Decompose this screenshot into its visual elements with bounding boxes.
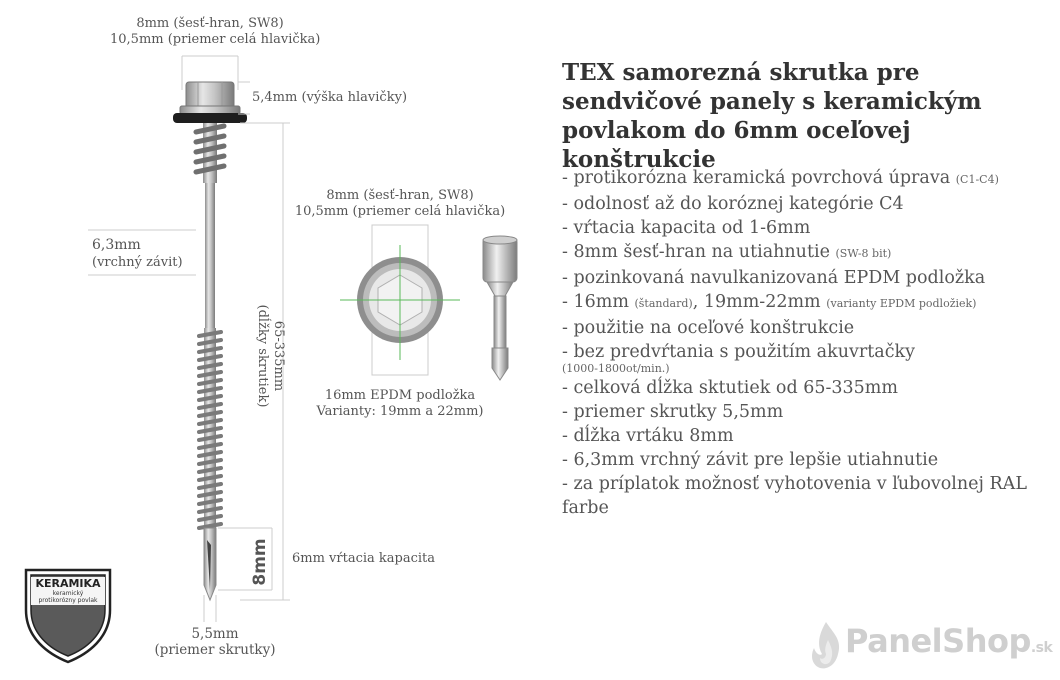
length-line1: 65-335mm <box>271 320 286 392</box>
feature-text: - 6,3mm vrchný závit pre lepšie utiahnutie <box>562 450 939 470</box>
upper-thread-line1: 6,3mm <box>92 237 141 253</box>
feature-item <box>562 192 1042 216</box>
feature-item <box>562 400 1042 424</box>
lower-thread <box>199 328 221 528</box>
washer-top-view <box>330 220 470 380</box>
feature-text-2: , 19mm-22mm <box>692 292 827 312</box>
washer-line2: Varianty: 19mm a 22mm) <box>316 404 484 419</box>
upper-thread <box>196 123 224 183</box>
washer-line1: 16mm EPDM podložka <box>324 388 476 403</box>
feature-text: - priemer skrutky 5,5mm <box>562 402 784 422</box>
upper-thread-line2: (vrchný závit) <box>92 255 183 270</box>
diameter-label <box>130 626 300 658</box>
feature-item <box>562 424 1042 448</box>
product-title: TEX samorezná skrutka pre sendvičové panely s keramickým povlakom do 6mm oceľovej konštrukcie <box>562 59 982 173</box>
feature-text: - vŕtacia kapacita od 1-6mm <box>562 218 811 238</box>
feature-text: - za príplatok možnosť vyhotovenia v ľubovolnej RAL farbe <box>562 474 1027 518</box>
length-line2: (dĺžky skrutiek) <box>255 304 270 408</box>
feature-text: - dĺžka vrtáku 8mm <box>562 426 734 446</box>
feature-text: - 8mm šesť-hran na utiahnutie <box>562 242 836 262</box>
flame-logo-icon <box>806 620 846 672</box>
feature-text: - celková dĺžka sktutiek od 65-335mm <box>562 378 898 398</box>
feature-item <box>562 448 1042 472</box>
screw-head <box>173 82 247 123</box>
feature-note: (SW-8 bit) <box>835 247 892 260</box>
feature-text: - použitie na oceľové konštrukcie <box>562 318 855 338</box>
length-label <box>254 276 286 436</box>
badge-subtitle-1: keramický <box>52 590 84 597</box>
badge-subtitle-2: protikorózny povlak <box>38 597 98 604</box>
topview-head-label <box>280 188 520 220</box>
diameter-line2: (priemer skrutky) <box>154 642 276 658</box>
feature-text: - protikorózna keramická povrchová úprava <box>562 168 956 188</box>
hex-bit-socket <box>475 232 525 392</box>
brand-logo <box>845 622 1052 660</box>
feature-item <box>562 240 1042 266</box>
feature-item <box>562 316 1042 340</box>
feature-note: (štandard) <box>634 297 693 310</box>
feature-note-2: (varianty EPDM podložiek) <box>826 297 977 310</box>
diameter-line1: 5,5mm <box>191 626 239 642</box>
brand-tld: .sk <box>1030 640 1053 656</box>
feature-item <box>562 290 1042 316</box>
feature-item <box>562 166 1042 192</box>
feature-note: (C1-C4) <box>955 173 999 186</box>
drill-length-label: 8mm <box>250 538 270 586</box>
feature-text: - 16mm <box>562 292 635 312</box>
feature-note: (1000-1800ot/min.) <box>562 362 670 375</box>
badge-text <box>22 578 114 604</box>
topview-head-line2: 10,5mm (priemer celá hlavička) <box>294 204 506 219</box>
brand-name: PanelShop <box>845 622 1031 660</box>
feature-item <box>562 216 1042 240</box>
feature-text: - odolnosť až do koróznej kategórie C4 <box>562 194 904 214</box>
drill-tip <box>204 528 216 600</box>
washer-label <box>300 388 500 420</box>
head-size-line1: 8mm (šesť-hran, SW8) <box>136 16 284 31</box>
screw-shaft <box>205 183 215 328</box>
feature-item <box>562 340 1042 376</box>
feature-text: - bez predvŕtania s použitím akuvrtačky <box>562 342 915 362</box>
topview-head-line1: 8mm (šesť-hran, SW8) <box>326 188 474 203</box>
head-height-label: 5,4mm (výška hlavičky) <box>252 90 408 105</box>
feature-item <box>562 266 1042 290</box>
head-size-label <box>110 16 321 48</box>
head-size-line2: 10,5mm (priemer celá hlavička) <box>110 32 321 47</box>
feature-list <box>562 166 1042 520</box>
feature-text: - pozinkovaná navulkanizovaná EPDM podložka <box>562 268 986 288</box>
drill-capacity-label: 6mm vŕtacia kapacita <box>292 551 436 566</box>
upper-thread-label <box>92 236 183 272</box>
feature-item <box>562 472 1042 520</box>
badge-title: KERAMIKA <box>35 577 101 590</box>
feature-item <box>562 376 1042 400</box>
